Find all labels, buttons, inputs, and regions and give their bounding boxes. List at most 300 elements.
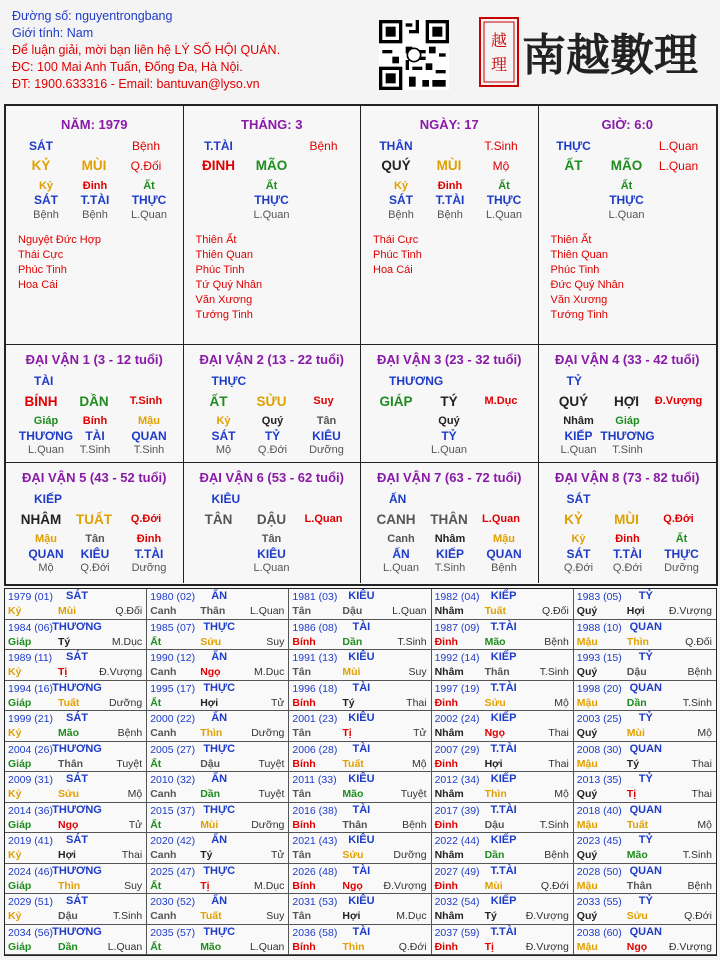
star-item: Tướng Tinh — [195, 309, 253, 321]
year-branch: Tý — [200, 849, 213, 861]
pillar-title: NGÀY: 17 — [419, 117, 479, 132]
hidden-state: Dưỡng — [309, 444, 344, 456]
year-label: 2019 (41) — [8, 835, 53, 847]
hidden-stem: Nhâm — [434, 533, 466, 545]
year-god: THƯƠNG — [52, 620, 102, 633]
year-stem: Bính — [292, 696, 316, 709]
hidden-stem: Kỷ — [38, 180, 54, 192]
star-item: Nguyệt Đức Hợp — [18, 234, 102, 246]
pillar-cell — [184, 106, 362, 345]
stem-god: SÁT — [29, 139, 53, 153]
year-label: 2001 (23) — [292, 713, 338, 725]
year-branch: Thìn — [58, 879, 81, 892]
hidden-state: L.Quan — [27, 444, 65, 456]
gender-label: Giới tính: — [12, 26, 64, 40]
special-stars — [551, 233, 624, 323]
year-cell — [289, 772, 431, 803]
year-state: T.Sinh — [682, 849, 712, 861]
star-item: Thái Cực — [373, 234, 419, 246]
year-god: KIẾP — [490, 773, 517, 785]
hidden-state: L.Quan — [430, 444, 468, 456]
year-stem: Kỷ — [8, 727, 22, 739]
year-stem: Nhâm — [434, 666, 464, 678]
year-stem: Bính — [292, 757, 316, 770]
hidden-god: THỰC — [131, 193, 167, 207]
hidden-god: TÀI — [85, 429, 105, 443]
hidden-god: QUAN — [28, 547, 64, 561]
logo — [478, 8, 703, 100]
star-item: Hoa Cái — [18, 279, 58, 291]
year-god: ẤN — [211, 590, 228, 602]
year-label: 2021 (43) — [292, 835, 338, 847]
hidden-state: L.Quan — [485, 209, 523, 221]
year-branch: Dậu — [626, 666, 647, 678]
dai-van-title: ĐẠI VẬN 1 (3 - 12 tuổi) — [25, 352, 163, 367]
year-stem: Quý — [576, 727, 598, 739]
year-label: 1983 (05) — [576, 591, 622, 603]
year-god: KIẾP — [490, 895, 517, 907]
year-state: Thai — [691, 788, 712, 800]
year-cell — [432, 894, 574, 925]
year-god: SÁT — [66, 834, 88, 846]
year-branch: Tý — [484, 910, 497, 922]
year-god: THƯƠNG — [52, 681, 102, 694]
year-stem: Tân — [292, 910, 312, 922]
year-stem: Canh — [150, 849, 177, 861]
earthly-branch: MÃO — [610, 158, 643, 173]
year-god: QUAN — [629, 925, 662, 938]
dai-van-stem: KỶ — [564, 512, 583, 527]
year-label: 2027 (49) — [434, 865, 480, 878]
dai-van-stem: BÍNH — [24, 394, 58, 409]
year-label: 2012 (34) — [434, 774, 480, 786]
year-god: T.TÀI — [490, 742, 517, 755]
year-state: Q.Đới — [684, 910, 712, 922]
year-cell — [574, 589, 716, 620]
hidden-god: THỰC — [486, 193, 522, 207]
year-label: 2024 (46) — [8, 865, 53, 878]
contact-line-2: ĐC: 100 Mai Anh Tuấn, Đống Đa, Hà Nội. — [12, 60, 243, 74]
year-god: THƯƠNG — [52, 742, 102, 755]
year-state: Tử — [270, 696, 285, 709]
year-cell — [147, 925, 289, 956]
hidden-stem: Bính — [82, 415, 108, 427]
year-label: 1984 (06) — [8, 621, 53, 634]
dai-van-stem: ẤT — [209, 394, 228, 409]
year-stem: Canh — [150, 666, 177, 678]
year-label: 2013 (35) — [576, 774, 622, 786]
year-cell — [432, 681, 574, 712]
hidden-state: Dưỡng — [664, 562, 699, 574]
year-god: KIẾP — [490, 590, 517, 602]
hidden-stem: Ất — [265, 180, 278, 192]
year-state: Tử — [128, 818, 143, 831]
year-branch: Tị — [342, 727, 352, 739]
year-state: Tuyệt — [258, 757, 285, 770]
year-state: Dưỡng — [251, 818, 285, 831]
year-cell — [432, 620, 574, 651]
year-label: 1979 (01) — [8, 591, 53, 603]
heavenly-stem: ẤT — [564, 158, 583, 173]
hidden-state: L.Quan — [608, 209, 645, 221]
hidden-stem: Giáp — [33, 415, 59, 427]
address-label: Đường số: — [12, 9, 72, 23]
year-branch: Ngọ — [484, 727, 506, 739]
dai-van-stem: QUÝ — [558, 394, 589, 409]
year-state: T.Sinh — [539, 818, 569, 831]
year-branch: Mùi — [484, 879, 503, 892]
year-cell — [5, 650, 147, 681]
year-stem: Ất — [150, 818, 162, 831]
year-cell — [574, 681, 716, 712]
year-branch: Sửu — [58, 788, 80, 800]
year-branch: Mùi — [626, 727, 645, 739]
year-state: Suy — [266, 635, 285, 648]
year-stem: Bính — [292, 940, 316, 953]
earthly-branch: MÙI — [81, 158, 107, 173]
year-branch: Sửu — [626, 910, 648, 922]
branch-state: L.Quan — [658, 139, 699, 153]
dai-van-state: L.Quan — [304, 513, 343, 525]
year-label: 2033 (55) — [576, 896, 622, 908]
year-god: ẤN — [211, 895, 228, 907]
year-stem: Ất — [150, 635, 162, 648]
dai-van-branch: MÙI — [614, 512, 639, 527]
hidden-god: TỶ — [441, 429, 457, 443]
earthly-branch: MÙI — [436, 158, 462, 173]
year-label: 2007 (29) — [434, 743, 480, 756]
year-god: QUAN — [629, 742, 662, 755]
year-branch: Tý — [58, 635, 71, 648]
year-branch: Thìn — [200, 727, 223, 739]
dai-van-branch: DẦN — [79, 394, 109, 409]
year-label: 2008 (30) — [576, 743, 622, 756]
year-label: 1980 (02) — [150, 591, 196, 603]
year-stem: Mậu — [576, 696, 598, 709]
year-state: M.Dục — [254, 879, 285, 892]
stem-god: T.TÀI — [204, 139, 233, 153]
star-item: Phúc Tinh — [550, 264, 600, 276]
year-label: 2014 (36) — [8, 804, 53, 817]
year-branch: Thìn — [626, 635, 649, 648]
year-cell — [147, 742, 289, 773]
year-stem: Mậu — [576, 818, 598, 831]
year-state: Mộ — [554, 696, 569, 709]
hidden-stem: Tân — [316, 415, 337, 427]
year-cell — [147, 620, 289, 651]
year-label: 2032 (54) — [434, 896, 480, 908]
hidden-stem: Quý — [438, 415, 460, 427]
year-cell — [432, 833, 574, 864]
year-god: TÀI — [352, 925, 371, 938]
branch-god: Mộ — [492, 159, 510, 173]
year-stem: Tân — [292, 666, 312, 678]
dai-van-branch: TUẤT — [76, 512, 112, 527]
dai-van-cell — [184, 463, 362, 583]
year-branch: Mão — [626, 849, 648, 861]
year-label: 1997 (19) — [434, 682, 480, 695]
year-cell — [289, 589, 431, 620]
year-label: 2017 (39) — [434, 804, 480, 817]
year-label: 2023 (45) — [576, 835, 622, 847]
year-cell — [5, 864, 147, 895]
year-cell — [5, 620, 147, 651]
year-label: 2036 (58) — [292, 926, 338, 939]
year-branch: Tuất — [626, 818, 649, 831]
year-branch: Tị — [58, 666, 68, 678]
contact-line-3: ĐT: 1900.633316 - Email: bantuvan@lyso.vn — [12, 77, 260, 91]
year-state: T.Sinh — [113, 910, 143, 922]
year-god: T.TÀI — [490, 620, 517, 633]
hidden-god: KIẾP — [564, 429, 593, 443]
year-god: TÀI — [352, 742, 371, 755]
stem-god: THỰC — [556, 139, 591, 153]
dai-van-stem: GIÁP — [379, 394, 413, 409]
year-god: QUAN — [629, 864, 662, 877]
dai-van-god: SÁT — [566, 492, 591, 506]
year-state: T.Sinh — [397, 635, 427, 648]
year-cell — [574, 620, 716, 651]
year-branch: Hợi — [200, 696, 219, 709]
year-state: Mộ — [554, 788, 569, 800]
year-state: M.Dục — [396, 910, 427, 922]
dai-van-cell — [6, 345, 184, 463]
year-cell — [432, 864, 574, 895]
dai-van-cell — [539, 345, 717, 463]
hidden-stem: Tân — [85, 533, 105, 545]
year-god: TỶ — [638, 712, 653, 724]
star-item: Văn Xương — [195, 294, 253, 306]
year-god: T.TÀI — [490, 803, 517, 816]
year-branch: Mão — [200, 940, 222, 953]
svg-text:理: 理 — [490, 55, 508, 74]
special-stars — [18, 233, 101, 293]
year-cell — [574, 772, 716, 803]
pillar-title: GIỜ: 6:0 — [601, 117, 654, 132]
year-branch: Dần — [626, 696, 647, 709]
hidden-state: T.Sinh — [434, 562, 466, 574]
year-cell — [5, 711, 147, 742]
year-stem: Canh — [150, 727, 177, 739]
year-label: 2016 (38) — [292, 804, 338, 817]
hidden-state: T.Sinh — [79, 444, 111, 456]
hidden-stem: Ất — [620, 180, 633, 192]
year-state: Mộ — [127, 788, 143, 800]
year-cell — [574, 803, 716, 834]
dai-van-god: THƯƠNG — [389, 374, 444, 388]
year-label: 1990 (12) — [150, 652, 196, 664]
year-cell — [147, 711, 289, 742]
year-cell — [289, 833, 431, 864]
year-stem: Đinh — [434, 940, 458, 953]
year-god: KIÊU — [348, 834, 375, 846]
year-state: Q.Đối — [541, 605, 569, 617]
year-state: Mộ — [412, 757, 427, 770]
year-state: Mộ — [697, 727, 712, 739]
hidden-state: Mộ — [215, 444, 232, 456]
branch-god: Q.Đối — [130, 159, 162, 173]
year-stem: Canh — [150, 605, 177, 617]
year-god: THỰC — [203, 681, 236, 694]
year-god: THỰC — [203, 742, 236, 755]
year-stem: Quý — [576, 666, 598, 678]
star-item: Phúc Tinh — [373, 249, 422, 261]
year-cell — [5, 925, 147, 956]
hidden-stem: Canh — [387, 533, 415, 545]
year-stem: Tân — [292, 727, 312, 739]
hidden-state: Q.Đới — [257, 444, 288, 456]
year-label: 2022 (44) — [434, 835, 480, 847]
year-branch: Tuất — [342, 757, 364, 770]
year-god: KIÊU — [348, 712, 375, 724]
year-branch: Dần — [484, 849, 505, 861]
year-cell — [5, 772, 147, 803]
hidden-state: Dưỡng — [131, 562, 167, 574]
year-god: THỰC — [203, 925, 236, 938]
year-label: 2018 (40) — [576, 804, 622, 817]
year-god: T.TÀI — [490, 925, 517, 938]
heavenly-stem: KỶ — [31, 158, 51, 173]
year-branch: Thân — [626, 879, 652, 892]
hidden-stem: Đinh — [136, 533, 162, 545]
year-state: Dưỡng — [109, 696, 143, 709]
hidden-god: TỶ — [264, 429, 281, 443]
year-label: 1993 (15) — [576, 652, 622, 664]
year-branch: Mão — [342, 788, 364, 800]
year-cell — [289, 711, 431, 742]
year-cell — [147, 833, 289, 864]
year-state: Dưỡng — [251, 727, 285, 739]
year-label: 2025 (47) — [150, 865, 196, 878]
year-cell — [5, 894, 147, 925]
year-stem: Tân — [292, 849, 312, 861]
hidden-stem: Giáp — [615, 415, 640, 427]
hidden-god: KIÊU — [80, 547, 110, 561]
year-branch: Hợi — [484, 757, 503, 770]
year-state: Bệnh — [687, 666, 712, 678]
hidden-god: THỰC — [254, 193, 289, 207]
hidden-god: KIÊU — [312, 429, 341, 443]
hidden-god: THƯƠNG — [18, 429, 74, 443]
dai-van-cell — [184, 345, 362, 463]
year-stem: Bính — [292, 879, 316, 892]
year-god: SÁT — [66, 651, 88, 663]
year-state: Thai — [548, 727, 569, 739]
year-stem: Đinh — [434, 757, 458, 770]
heavenly-stem: ĐINH — [202, 158, 235, 173]
year-cell — [289, 894, 431, 925]
dai-van-state: Q.Đới — [663, 513, 694, 525]
year-branch: Mùi — [200, 818, 219, 831]
star-item: Tứ Quý Nhân — [195, 279, 263, 291]
year-god: TỶ — [638, 651, 653, 663]
hidden-god: SÁT — [34, 193, 58, 207]
dai-van-branch: TÝ — [440, 394, 458, 409]
year-god: ẤN — [211, 834, 228, 846]
year-god: TÀI — [352, 620, 371, 633]
branch-state: Bệnh — [131, 139, 161, 153]
year-branch: Ngọ — [626, 940, 648, 953]
year-stem: Canh — [150, 788, 177, 800]
year-branch: Mùi — [58, 605, 77, 617]
year-state: Đ.Vượng — [99, 666, 143, 678]
year-god: TÀI — [352, 803, 371, 816]
star-item: Thiên Quan — [550, 249, 608, 261]
year-state: T.Sinh — [682, 696, 712, 709]
dai-van-state: L.Quan — [482, 513, 520, 525]
year-cell — [289, 803, 431, 834]
year-god: KIẾP — [490, 651, 517, 663]
pillar-title: THÁNG: 3 — [241, 117, 303, 132]
year-stem: Kỷ — [8, 849, 22, 861]
year-state: T.Sinh — [539, 666, 569, 678]
dai-van-title: ĐẠI VẬN 6 (53 - 62 tuổi) — [199, 470, 344, 485]
year-cell — [432, 772, 574, 803]
year-cell — [289, 864, 431, 895]
hidden-stem: Mậu — [493, 533, 515, 545]
star-item: Hoa Cái — [373, 264, 413, 276]
dai-van-god: TÀI — [34, 374, 54, 388]
earthly-branch: MÃO — [255, 158, 288, 173]
year-cell — [574, 925, 716, 956]
year-state: Dưỡng — [393, 849, 427, 861]
year-label: 2009 (31) — [8, 774, 53, 786]
year-branch: Dần — [200, 788, 221, 800]
year-cell — [574, 864, 716, 895]
year-cell — [289, 620, 431, 651]
year-state: Q.Đối — [115, 605, 143, 617]
year-god: THỰC — [203, 620, 236, 633]
hidden-god: T.TÀI — [435, 193, 465, 207]
dai-van-title: ĐẠI VẬN 5 (43 - 52 tuổi) — [22, 470, 167, 485]
year-stem: Đinh — [434, 635, 458, 648]
hidden-stem: Đinh — [615, 533, 640, 545]
year-state: Thai — [548, 757, 569, 770]
year-label: 2034 (56) — [8, 926, 53, 939]
hidden-god: QUAN — [131, 429, 167, 443]
year-cell — [432, 925, 574, 956]
dai-van-title: ĐẠI VẬN 4 (33 - 42 tuổi) — [555, 352, 700, 367]
year-label: 2029 (51) — [8, 896, 53, 908]
star-item: Văn Xương — [550, 294, 608, 306]
year-stem: Nhâm — [434, 910, 464, 922]
year-god: TỶ — [638, 590, 653, 602]
year-cell — [5, 833, 147, 864]
hidden-state: Bệnh — [82, 209, 108, 221]
pillar-cell — [6, 106, 184, 345]
qr-code-icon — [379, 20, 449, 90]
hidden-god: ẤN — [392, 547, 410, 561]
dai-van-cell — [361, 463, 539, 583]
year-god: THƯƠNG — [52, 925, 102, 938]
dai-van-state: M.Dục — [484, 395, 518, 407]
hidden-stem: Kỷ — [571, 533, 586, 545]
year-god: KIÊU — [348, 895, 375, 907]
year-state: Bệnh — [544, 635, 569, 648]
hidden-stem: Mậu — [138, 415, 160, 427]
star-item: Tướng Tinh — [550, 309, 608, 321]
hidden-god: SÁT — [211, 429, 236, 443]
year-state: Q.Đới — [540, 879, 569, 892]
branch-state: T.Sinh — [484, 139, 518, 153]
year-god: TỶ — [638, 834, 653, 846]
year-label: 1982 (04) — [434, 591, 480, 603]
branch-state: Bệnh — [309, 139, 338, 153]
year-branch: Thân — [342, 818, 368, 831]
special-stars — [373, 233, 422, 278]
year-branch: Tuất — [58, 696, 80, 709]
hidden-state: L.Quan — [130, 209, 168, 221]
